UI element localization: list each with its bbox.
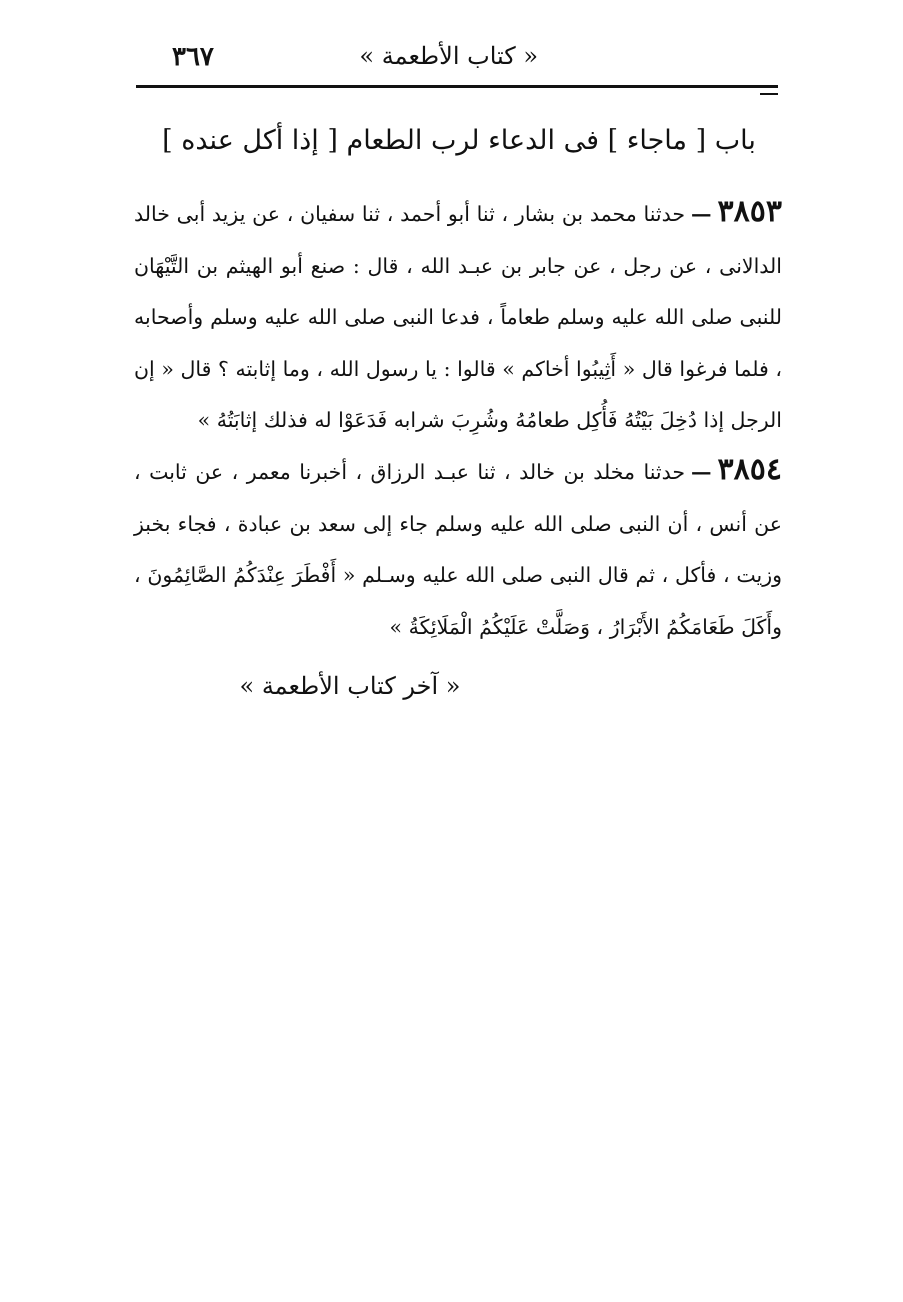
- hadith-number: ٣٨٥٣: [717, 194, 782, 229]
- page-number: ٣٦٧: [172, 42, 214, 72]
- hadith-paragraph: [134, 444, 782, 653]
- hadith-text: حدثنا مخلد بن خالد ، ثنا عبـد الرزاق ، أخبرنا معمر ، عن ثابت ، عن أنس ، أن النبى صلى الله عليه وسلم جاء إلى سعد بن عبادة ، فجاء بخبز وزيت ، فأكل ، ثم قال النبى صلى الله عليه وسـلم « أَفْطَرَ عِنْدَكُمُ الصَّائِمُونَ ، وأَكَلَ طَعَامَكُمُ الأَبْرَارُ ، وَصَلَّتْ عَلَيْكُمُ الْمَلَائِكَةُ »: [134, 460, 782, 639]
- hadith-number: ٣٨٥٤: [717, 452, 782, 487]
- header-rule-mark: [760, 93, 778, 95]
- hadith-paragraph: [134, 186, 782, 447]
- header-rule: [136, 85, 778, 88]
- running-title: « كتاب الأطعمة »: [359, 42, 538, 70]
- hadith-text: حدثنا محمد بن بشار ، ثنا أبو أحمد ، ثنا سفيان ، عن يزيد أبى خالد الدالانى ، عن رجل ، عن جابر بن عبـد الله ، قال : صنع أبو الهيثم بن التَّيْهَان للنبى صلى الله عليه وسلم طعاماً ، فدعا النبى صلى الله عليه وسلم وأصحابه ، فلما فرغوا قال « أَثِيبُوا أخاكم » قالوا : يا رسول الله ، وما إثابته ؟ قال « إن الرجل إذا دُخِلَ بَيْتُهُ فَأُكِل طعامُهُ وشُرِبَ شرابه فَدَعَوْا له فذلك إثابَتُهُ »: [134, 202, 782, 432]
- page-header: [138, 40, 778, 80]
- hadith-dash: —: [691, 460, 712, 484]
- closing-note: « آخر كتاب الأطعمة »: [239, 672, 461, 700]
- chapter-heading: باب [ ماجاء ] فى الدعاء لرب الطعام [ إذا أكل عنده ]: [162, 125, 756, 156]
- hadith-dash: —: [691, 202, 712, 226]
